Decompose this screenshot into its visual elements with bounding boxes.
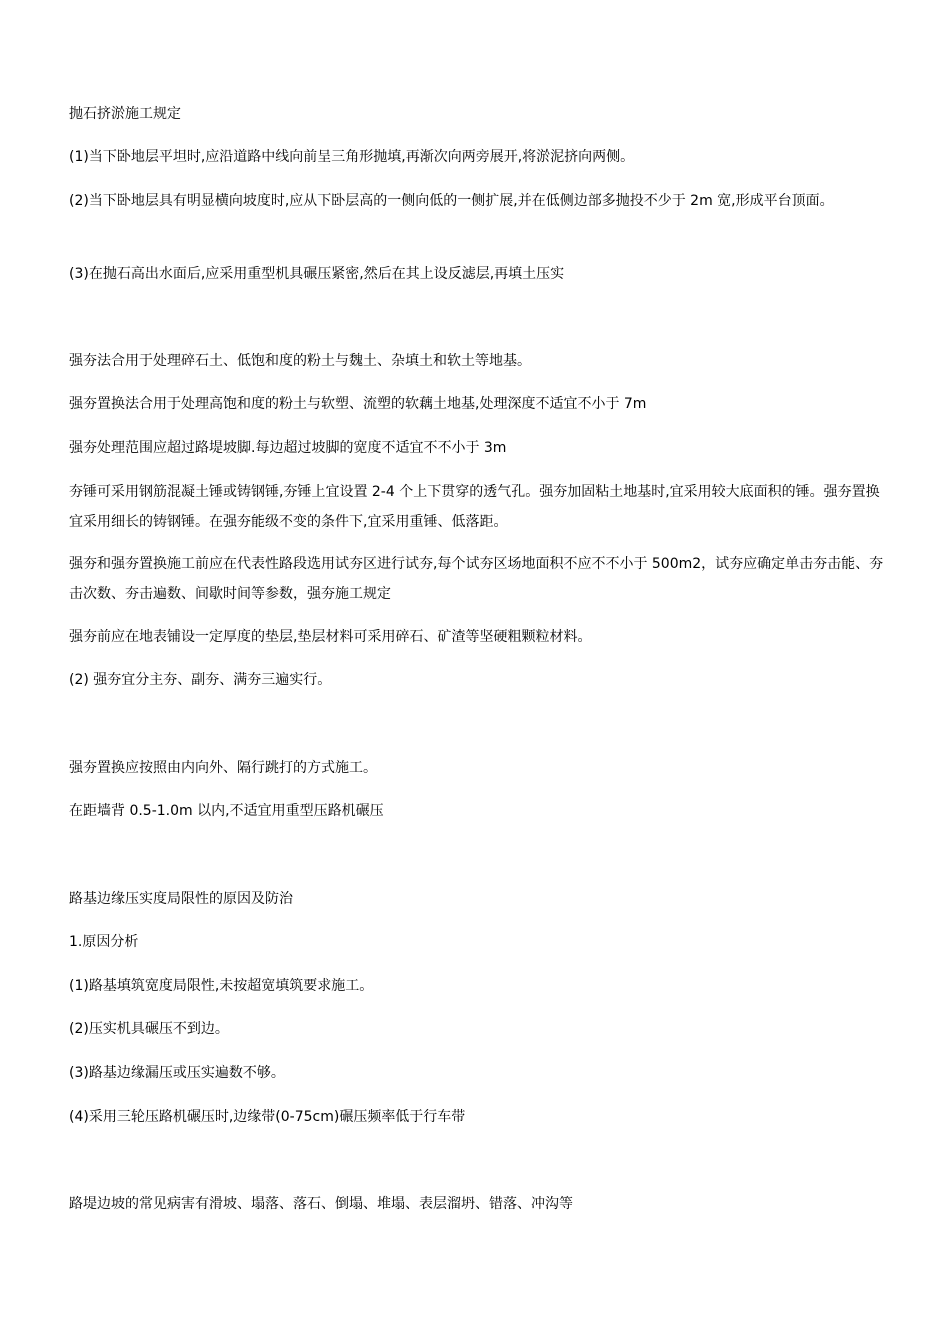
paragraph: 强夯处理范围应超过路堤坡脚.每边超过坡脚的宽度不适宜不不小于 3m: [69, 440, 507, 456]
paragraph: (4)采用三轮压路机碾压时,边缘带(0-75cm)碾压频率低于行车带: [69, 1109, 466, 1125]
paragraph: 强夯法合用于处理碎石土、低饱和度的粉土与魏土、杂填土和软土等地基。: [69, 353, 531, 369]
paragraph: 路堤边坡的常见病害有滑坡、塌落、落石、倒塌、堆塌、表层溜坍、错落、冲沟等: [69, 1196, 573, 1212]
paragraph: 在距墙背 0.5-1.0m 以内,不适宜用重型压路机碾压: [69, 803, 384, 819]
paragraph: (1)路基填筑宽度局限性,未按超宽填筑要求施工。: [69, 978, 374, 994]
paragraph: 夯锤可采用钢筋混凝土锤或铸钢锤,夯锤上宜设置 2-4 个上下贯穿的透气孔。强夯加固粘土地基时,宜采用较大底面积的锤。强夯置换宜采用细长的铸钢锤。在强夯能级不变的条件下,宜采用重锤、低落距。: [69, 484, 880, 530]
paragraph: (2) 强夯宜分主夯、副夯、满夯三遍实行。: [69, 672, 332, 688]
paragraph: 强夯置换应按照由内向外、隔行跳打的方式施工。: [69, 760, 377, 776]
section-heading-compaction: 路基边缘压实度局限性的原因及防治: [69, 891, 293, 907]
paragraph: (3)路基边缘漏压或压实遍数不够。: [69, 1065, 285, 1081]
section-heading-riprap: 抛石挤淤施工规定: [69, 106, 181, 122]
paragraph: (2)当下卧地层具有明显横向坡度时,应从下卧层高的一侧向低的一侧扩展,并在低侧边部多抛投不少于 2m 宽,形成平台顶面。: [69, 193, 834, 209]
paragraph: 强夯前应在地表铺设一定厚度的垫层,垫层材料可采用碎石、矿渣等坚硬粗颗粒材料。: [69, 629, 592, 645]
paragraph: (3)在抛石高出水面后,应采用重型机具碾压紧密,然后在其上设反滤层,再填土压实: [69, 266, 565, 282]
paragraph: (2)压实机具碾压不到边。: [69, 1021, 229, 1037]
paragraph: 强夯和强夯置换施工前应在代表性路段选用试夯区进行试夯,每个试夯区场地面积不应不不小于 500m2，试夯应确定单击夯击能、夯击次数、夯击遍数、间歇时间等参数，强夯施工规定: [69, 556, 884, 602]
paragraph: (1)当下卧地层平坦时,应沿道路中线向前呈三角形抛填,再渐次向两旁展开,将淤泥挤向两侧。: [69, 149, 635, 165]
paragraph: 强夯置换法合用于处理高饱和度的粉土与软塑、流塑的软藕土地基,处理深度不适宜不小于 7m: [69, 396, 647, 412]
paragraph: 1.原因分析: [69, 934, 139, 950]
